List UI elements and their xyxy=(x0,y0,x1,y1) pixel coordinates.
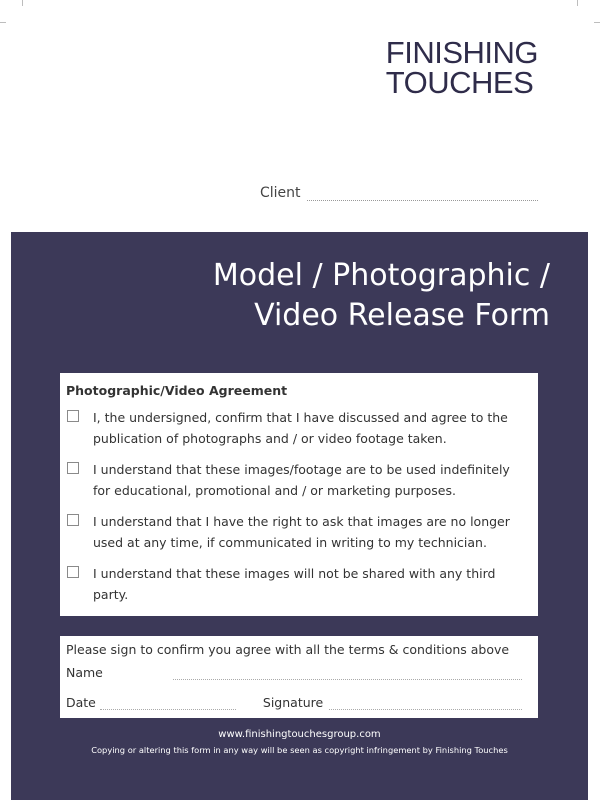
date-dotted-line[interactable] xyxy=(100,700,236,710)
agreement-item-text xyxy=(93,511,510,553)
agreement-item-line: I understand that these images will not be shared with any third xyxy=(93,566,496,581)
checkbox[interactable] xyxy=(67,566,79,578)
name-field[interactable] xyxy=(66,665,532,680)
agreement-item xyxy=(66,407,532,449)
agreement-item-text xyxy=(93,407,508,449)
form-title xyxy=(213,256,550,336)
date-label: Date xyxy=(66,695,96,710)
agreement-item-line: party. xyxy=(93,587,129,602)
footer-url: www.finishingtouchesgroup.com xyxy=(218,729,381,740)
signature-label: Signature xyxy=(262,695,324,710)
brand-line-2: TOUCHES xyxy=(385,65,534,100)
signature-dotted-line[interactable] xyxy=(329,700,522,710)
footer-copyright: Copying or altering this form in any way will be seen as copyright infringement by Finishing Touches xyxy=(91,745,508,755)
agreement-item xyxy=(66,511,532,553)
agreement-item-text xyxy=(93,563,495,605)
client-label: Client xyxy=(260,185,301,201)
crop-mark xyxy=(22,0,23,6)
checkbox[interactable] xyxy=(67,410,79,422)
form-title-line-2: Video Release Form xyxy=(254,298,550,333)
signature-intro: Please sign to confirm you agree with all the terms & conditions above xyxy=(66,642,510,657)
checkbox[interactable] xyxy=(67,462,79,474)
name-dotted-line[interactable] xyxy=(173,670,522,680)
agreement-item-line: I understand that these images/footage are to be used indefinitely xyxy=(93,462,510,477)
client-field[interactable] xyxy=(260,185,538,201)
agreement-item-line: publication of photographs and / or video footage taken. xyxy=(93,431,447,446)
agreement-item xyxy=(66,459,532,501)
client-dotted-line[interactable] xyxy=(307,189,538,201)
agreement-card xyxy=(60,373,538,616)
crop-mark xyxy=(594,22,600,23)
agreement-heading: Photographic/Video Agreement xyxy=(66,383,288,398)
checkbox[interactable] xyxy=(67,514,79,526)
agreement-item xyxy=(66,563,532,605)
signature-card xyxy=(60,636,538,718)
brand-line-1: FINISHING xyxy=(385,35,538,70)
agreement-item-line: used at any time, if communicated in writing to my technician. xyxy=(93,535,487,550)
brand-logo xyxy=(385,35,538,100)
crop-mark xyxy=(0,22,6,23)
name-label: Name xyxy=(66,665,103,680)
agreement-item-line: I understand that I have the right to ask that images are no longer xyxy=(93,514,510,529)
crop-mark xyxy=(577,0,578,6)
form-title-line-1: Model / Photographic / xyxy=(212,258,550,293)
agreement-item-line: for educational, promotional and / or marketing purposes. xyxy=(93,483,456,498)
agreement-item-text xyxy=(93,459,510,501)
date-signature-row xyxy=(66,695,532,710)
agreement-item-line: I, the undersigned, confirm that I have discussed and agree to the xyxy=(93,410,508,425)
